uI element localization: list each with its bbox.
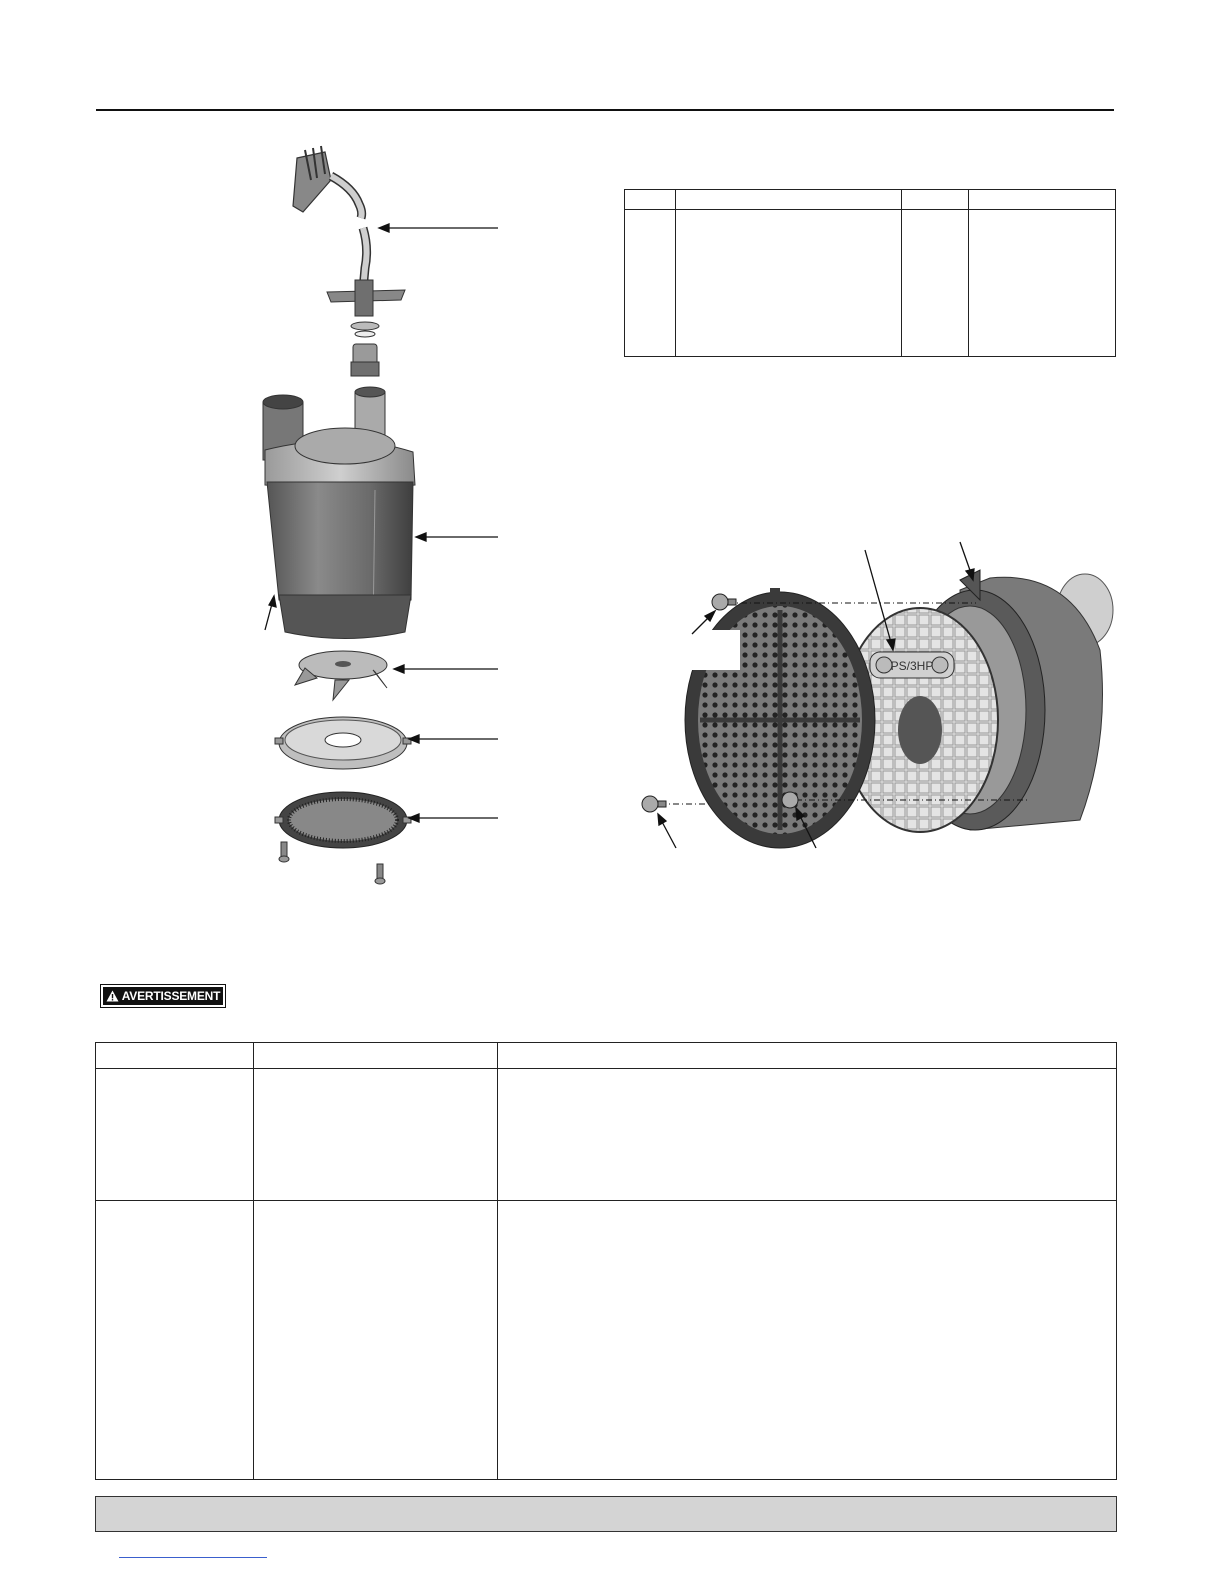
float-switch-icon xyxy=(293,146,367,290)
trouble-table-col-divider xyxy=(253,1043,254,1479)
trouble-table-row-rule xyxy=(96,1200,1116,1201)
clamp-icon xyxy=(327,280,405,376)
parts-table-col-divider xyxy=(901,190,902,356)
trouble-table-header-rule xyxy=(96,1068,1116,1069)
footer-band xyxy=(95,1496,1117,1532)
warning-badge xyxy=(100,984,226,1008)
parts-list-table xyxy=(624,189,1116,357)
header-rule xyxy=(96,109,1114,111)
pump-body-icon xyxy=(263,387,415,639)
pump-exploded-view xyxy=(255,140,515,895)
strainer-marking: PS/3HP xyxy=(890,659,934,673)
strainer-assembly-view xyxy=(630,530,1130,860)
parts-table-header-rule xyxy=(625,209,1115,210)
front-screen-icon xyxy=(680,588,875,848)
troubleshooting-table xyxy=(95,1042,1117,1480)
strainer-screen-icon xyxy=(275,792,411,848)
parts-table-col-divider xyxy=(968,190,969,356)
trouble-table-col-divider xyxy=(497,1043,498,1479)
footer-link-underline[interactable] xyxy=(119,1557,267,1558)
impeller-icon xyxy=(295,651,387,700)
warning-triangle-icon xyxy=(106,990,119,1002)
volute-plate-icon xyxy=(275,717,411,769)
screw-icon xyxy=(279,842,385,884)
warning-label: AVERTISSEMENT xyxy=(121,989,221,1003)
parts-table-col-divider xyxy=(675,190,676,356)
